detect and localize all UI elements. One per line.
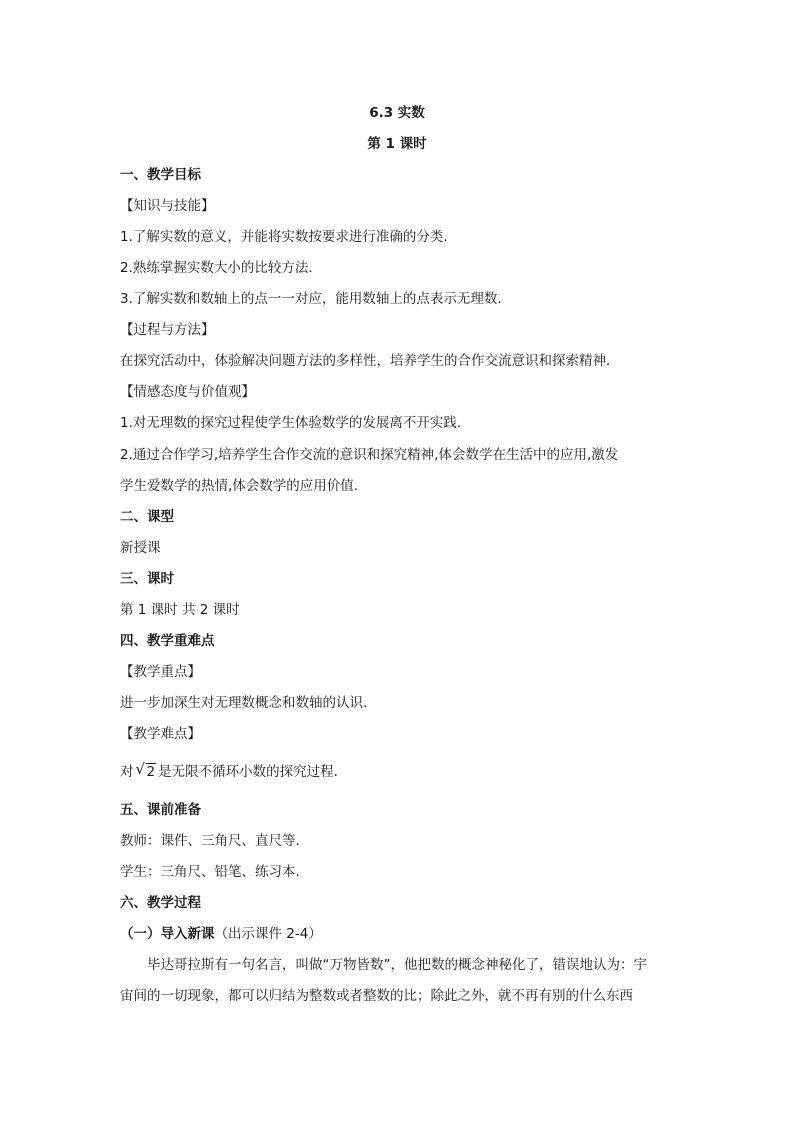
subheading-emotion: 【情感态度与价值观】 xyxy=(120,384,255,400)
teacher-prep: 教师：课件、三角尺、直尺等. xyxy=(120,833,300,849)
emotion-item-1: 1.对无理数的探究过程使学生体验数学的发展离不开实践． xyxy=(120,415,471,431)
subheading-knowledge: 【知识与技能】 xyxy=(120,198,215,214)
knowledge-item-3: 3.了解实数和数轴上的点一一对应，能用数轴上的点表示无理数. xyxy=(120,291,502,307)
section-heading-objectives: 一、教学目标 xyxy=(120,167,201,183)
section-heading-procedure: 六、教学过程 xyxy=(120,895,201,911)
process-text: 在探究活动中，体验解决问题方法的多样性，培养学生的合作交流意识和探索精神． xyxy=(120,353,620,369)
sqrt-radicand: 2 xyxy=(146,764,156,780)
difficulty-text xyxy=(120,762,676,782)
difficulty-suffix: 是无限不循环小数的探究过程． xyxy=(158,764,348,780)
intro-heading-note: （出示课件 2-4） xyxy=(214,926,322,942)
radical-sign-icon: √ xyxy=(135,760,146,778)
intro-heading-bold: （一）导入新课 xyxy=(120,926,215,942)
intro-paragraph-line-1: 毕达哥拉斯有一句名言，叫做“万物皆数”，他把数的概念神秘化了，错误地认为：宇 xyxy=(147,957,647,973)
intro-paragraph-line-2: 宙间的一切现象，都可以归结为整数或者整数的比；除此之外，就不再有别的什么东西 xyxy=(120,988,633,1004)
sqrt-two-formula xyxy=(136,762,157,782)
doc-title: 6.3 实数 xyxy=(369,105,425,121)
emotion-item-2-line-2: 学生爱数学的热情,体会数学的应用价值. xyxy=(120,478,359,494)
student-prep: 学生：三角尺、铅笔、练习本. xyxy=(120,864,300,880)
subheading-focus: 【教学重点】 xyxy=(120,664,201,680)
section-heading-lesson-type: 二、课型 xyxy=(120,509,174,525)
subheading-difficulty: 【教学难点】 xyxy=(120,726,201,742)
doc-subtitle: 第 1 课时 xyxy=(367,136,427,152)
emotion-item-2-line-1: 2.通过合作学习,培养学生合作交流的意识和探究精神,体会数学在生活中的应用,激发 xyxy=(120,447,619,463)
difficulty-prefix: 对 xyxy=(120,764,134,780)
periods-text: 第 1 课时 共 2 课时 xyxy=(120,602,240,618)
lesson-type-text: 新授课 xyxy=(120,540,161,556)
section-heading-key-points: 四、教学重难点 xyxy=(120,633,215,649)
section-heading-periods: 三、课时 xyxy=(120,571,174,587)
knowledge-item-1: 1.了解实数的意义，并能将实数按要求进行准确的分类. xyxy=(120,229,448,245)
knowledge-item-2: 2.熟练掌握实数大小的比较方法. xyxy=(120,260,313,276)
intro-heading xyxy=(120,924,676,944)
section-heading-preparation: 五、课前准备 xyxy=(120,802,201,818)
subheading-process: 【过程与方法】 xyxy=(120,322,215,338)
focus-text: 进一步加深生对无理数概念和数轴的认识． xyxy=(120,695,377,711)
